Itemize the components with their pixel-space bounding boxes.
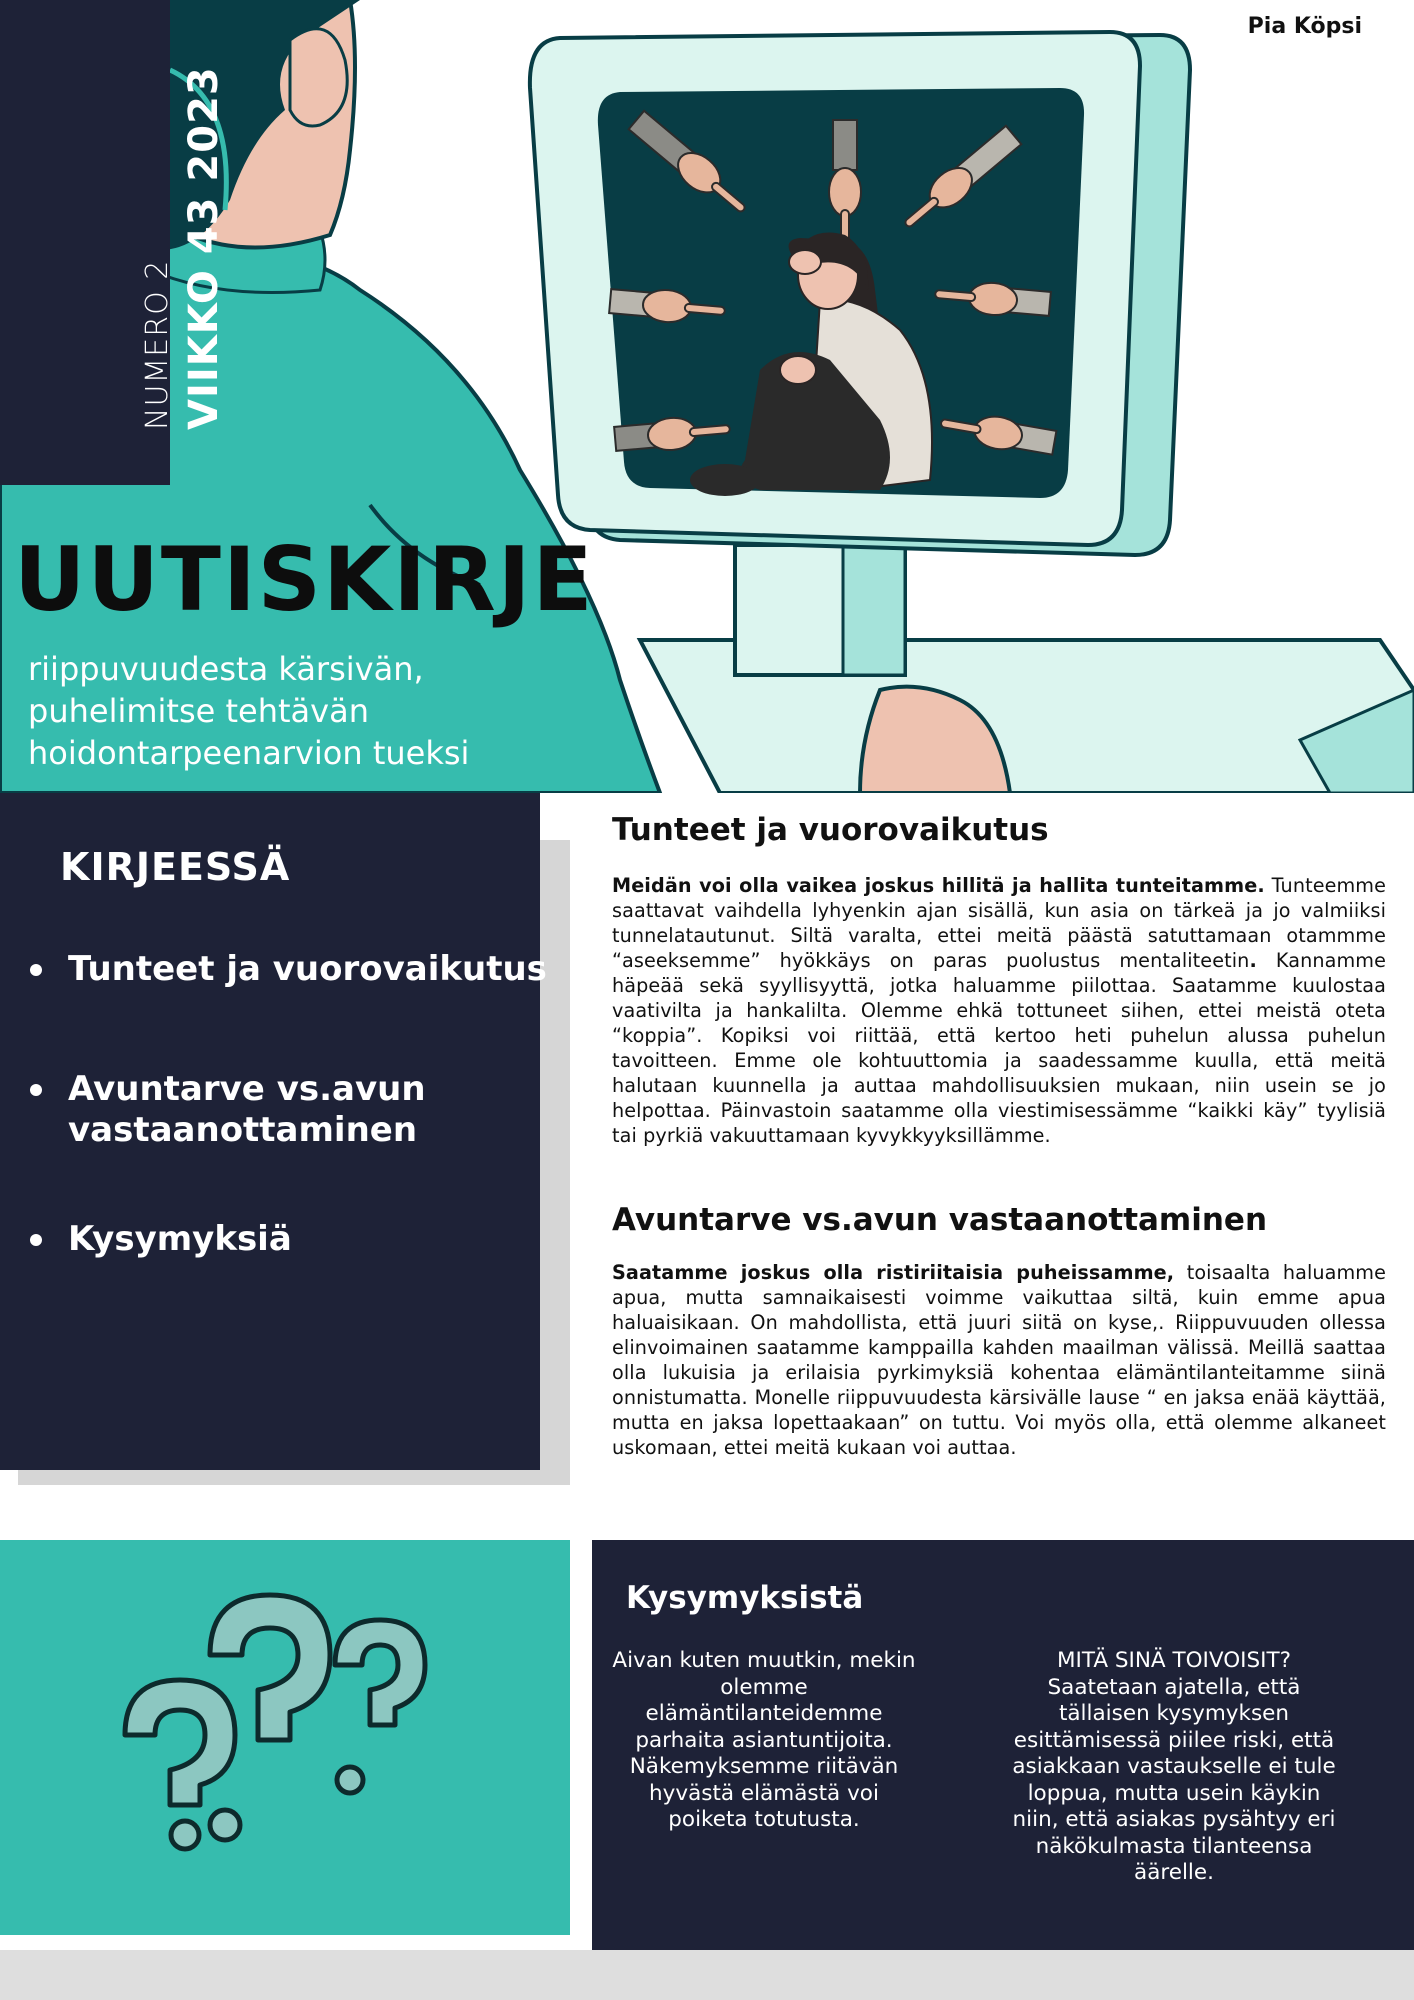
section-text: Tunteemme saattavat vaihdella lyhyenkin ajan sisällä, kun asia on tärkeä ja jo valmiiksi tunnelatautunut. Siltä varalta, ettei meitä päästä satuttamaan otammme “aseeksemme” hyökkäys on paras puolustus mentaliteetin	[612, 874, 1386, 972]
newsletter-subtitle: riippuvuudesta kärsivän, puhelimitse tehtävän hoidontarpeenarvion tueksi	[28, 650, 470, 772]
issue-number: NUMERO 2	[140, 259, 175, 430]
toc-item: Avuntarve vs.avun vastaanottaminen	[30, 1069, 568, 1151]
toc-item: Kysymyksiä	[30, 1219, 568, 1260]
author-name: Pia Köpsi	[1247, 14, 1362, 39]
section-text: Kannamme häpeää sekä syyllisyyttä, jotka haluamme piilottaa. Saatamme kuulostaa vaativilta ja hankalilta. Olemme ehkä tottuneet siihen, ettei meistä oteta “koppia”. Kopiksi voi riittää, että kertoo heti puhelun alussa puhelun tavoitteen. Emme ole kohtuuttomia ja saadessamme kuulla, että meitä halutaan kuunnella ja auttaa mahdollisuuksien mukaan, niin usein se jo helpottaa. Päinvastoin saatamme olla viestimisessämme “kaikki käy” tyylisiä tai pyrkiä vakuuttamaan kyvykkyyksillämme.	[612, 949, 1386, 1147]
section-text: toisaalta haluamme apua, mutta samnaikaisesti voimme vaikuttaa siltä, kuin emme apua haluaisikaan. On mahdollista, että juuri siitä on kyse,. Riippuvuuden ollessa elinvoimainen saatamme kamppailla kahden maailman välissä. Meillä saattaa olla lukuisia ja erilaisia pyrkimyksiä kohentaa elämäntilanteitamme siinä onnistumatta. Monelle riippuvuudesta kärsivälle lause “ en jaksa enää käyttää, mutta en jaksa lopettaakaan” on tuttu. Voi myös olla, että olemme alkaneet uskomaan, ettei meitä kukaan voi auttaa.	[612, 1261, 1386, 1459]
issue-label	[0, 0, 227, 485]
week-year: VIIKKO 43 2023	[181, 66, 227, 430]
questions-text-right: MITÄ SINÄ TOIVOISIT? Saatetaan ajatella, että tällaisen kysymyksen esittämisessä piilee riski, että asiakkaan vastaukselle ei tule loppua, mutta usein käykin niin, että asiakas pysähtyy eri näkökulmasta tilanteensa äärelle.	[1012, 1648, 1336, 1885]
section-heading: Avuntarve vs.avun vastaanottaminen	[612, 1202, 1268, 1238]
section-text: .	[1249, 949, 1257, 972]
questions-text-left: Aivan kuten muutkin, mekin olemme elämäntilanteidemme parhaita asiantuntijoita. Näkemyksemme riitävän hyvästä elämästä voi poiketa totutusta.	[612, 1648, 916, 1832]
person-ear	[290, 29, 347, 126]
toc-item: Tunteet ja vuorovaikutus	[30, 949, 568, 990]
footer-bar	[0, 1950, 1414, 2000]
section-heading: Tunteet ja vuorovaikutus	[612, 812, 1049, 848]
questions-title: Kysymyksistä	[626, 1580, 864, 1616]
table-of-contents	[0, 793, 547, 1470]
question-marks-icon	[0, 1540, 570, 1935]
section-lead: Saatamme joskus olla ristiriitaisia puheissamme,	[612, 1261, 1175, 1284]
question-marks-panel	[0, 1540, 570, 1935]
toc-title: KIRJEESSÄ	[60, 845, 291, 889]
newsletter-title: UUTISKIRJE	[14, 528, 595, 631]
section-lead: Meidän voi olla vaikea joskus hillitä ja hallita tunteitamme.	[612, 874, 1265, 897]
section-body	[612, 1260, 1386, 1460]
questions-panel	[592, 1540, 1414, 1950]
section-body	[612, 873, 1386, 1148]
